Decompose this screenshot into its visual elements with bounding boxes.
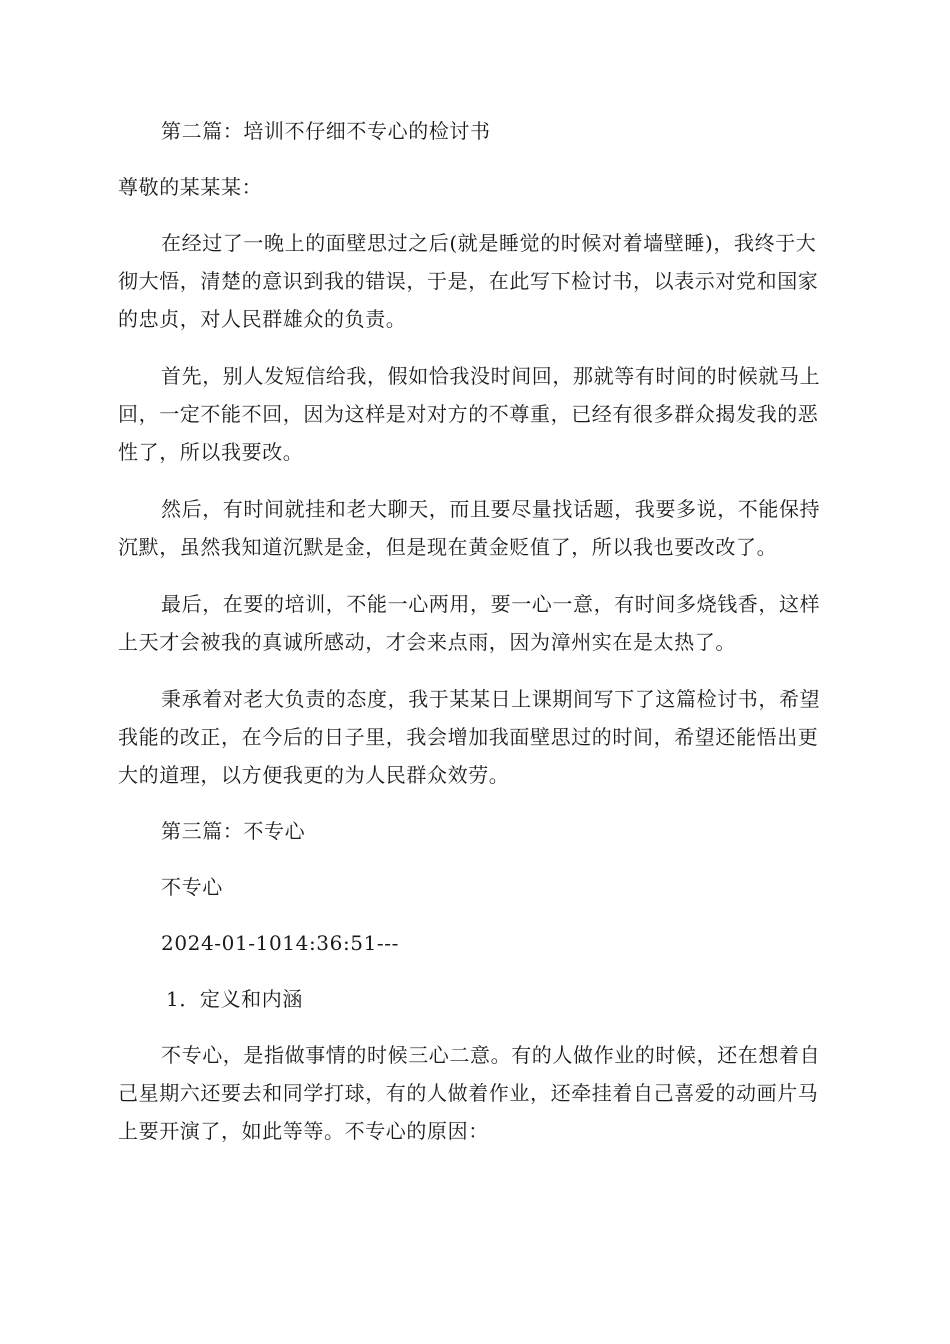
paragraph-5: 秉承着对老大负责的态度，我于某某日上课期间写下了这篇检讨书，希望我能的改正，在今后的日子里，我会增加我面壁思过的时间，希望还能悟出更大的道理，以方便我更的为人民群众效劳。 [118, 687, 821, 787]
section-title-3: 第三篇：不专心 [161, 819, 306, 843]
paragraph-3: 然后，有时间就挂和老大聊天，而且要尽量找话题，我要多说，不能保持沉默，虽然我知道沉默是金，但是现在黄金贬值了，所以我也要改改了。 [118, 497, 821, 559]
section-heading-1: 1．定义和内涵 [166, 987, 303, 1011]
salutation: 尊敬的某某某： [118, 175, 263, 199]
document-body [118, 112, 832, 1150]
paragraph-6: 不专心，是指做事情的时候三心二意。有的人做作业的时候，还在想着自己星期六还要去和同学打球，有的人做着作业，还牵挂着自己喜爱的动画片马上要开演了，如此等等。不专心的原因： [118, 1043, 821, 1143]
paragraph-1: 在经过了一晚上的面壁思过之后(就是睡觉的时候对着墙壁睡)，我终于大彻大悟，清楚的意识到我的错误，于是，在此写下检讨书，以表示对党和国家的忠贞，对人民群雄众的负责。 [118, 231, 819, 331]
timestamp: 2024-01-1014:36:51--- [161, 931, 400, 955]
paragraph-4: 最后，在要的培训，不能一心两用，要一心一意，有时间多烧钱香，这样上天才会被我的真诚所感动，才会来点雨，因为漳州实在是太热了。 [118, 592, 821, 654]
paragraph-2: 首先，别人发短信给我，假如恰我没时间回，那就等有时间的时候就马上回，一定不能不回，因为这样是对对方的不尊重，已经有很多群众揭发我的恶性了，所以我要改。 [118, 364, 821, 464]
section-title-2: 第二篇：培训不仔细不专心的检讨书 [161, 119, 491, 143]
subtitle: 不专心 [161, 875, 223, 899]
